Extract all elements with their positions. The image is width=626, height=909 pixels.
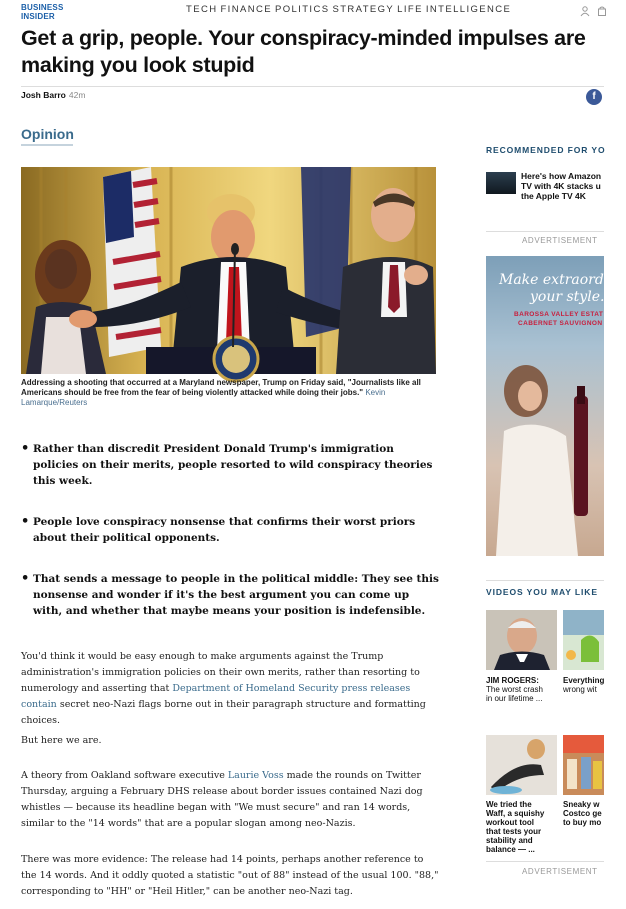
video-title-line: wrong wit	[563, 685, 597, 694]
paragraph-text: You'd think it would be easy enough to make arguments against the Trump administration's immigration policies on their own merits, rather than resorting to numerology and asserting that	[21, 651, 420, 694]
body-paragraph: There was more evidence: The release had 14 points, perhaps another reference to the 14 words. And it oddly quoted a statistic "out of 88" instead of the usual 100. "88," corresponding to "HH" or "Heil Hitler," can be another neo-Nazi tag.	[21, 854, 439, 897]
recommended-link[interactable]: Here's how Amazon TV with 4K stacks u the Apple TV 4K	[521, 171, 602, 201]
caption-credit: Kevin Lamarque/Reuters	[21, 388, 386, 407]
video-title-line: to buy mo	[563, 818, 602, 827]
body-paragraph: But here we are.	[21, 735, 102, 746]
divider	[486, 861, 604, 862]
body-paragraph	[21, 768, 441, 832]
facebook-icon[interactable]: f	[586, 89, 602, 105]
recommended-heading: RECOMMENDED FOR YO	[486, 145, 606, 155]
advertisement-label: ADVERTISEMENT	[522, 236, 598, 245]
ad-headline: Make extraordina	[499, 272, 626, 288]
video-thumbnail[interactable]	[486, 735, 557, 795]
nav-intelligence[interactable]: INTELLIGENCE	[425, 4, 512, 15]
video-thumbnail[interactable]	[563, 610, 604, 670]
ad-brand: BAROSSA VALLEY ESTAT	[514, 311, 604, 318]
section-underline	[21, 144, 73, 146]
paragraph-text: A theory from Oakland software executive	[21, 770, 228, 781]
logo-line2: INSIDER	[21, 12, 55, 21]
summary-bullet: • Rather than discredit President Donald Trump's immigration policies on their merits, people resorted to wild conspiracy theories this week.	[21, 441, 441, 489]
hero-image	[21, 167, 436, 374]
logo-line1: BUSINESS	[21, 3, 64, 12]
video-title: We tried the	[486, 800, 532, 809]
divider	[21, 86, 604, 87]
video-title-line: stability and	[486, 836, 533, 845]
paragraph-text: made the rounds on Twitter Thursday, arguing a February DHS release about border issues contained Nazi dog whistles — because its headline began with "We must secure" and ran 14 words, similar to the "14 words" that are a popular slogan among neo-Nazis.	[21, 770, 423, 829]
nav-life[interactable]: LIFE	[397, 4, 423, 15]
divider	[486, 231, 604, 232]
site-logo[interactable]	[21, 3, 69, 21]
paragraph-text: secret neo-Nazi flags borne out in their paragraph structure and formatting choices.	[21, 699, 426, 726]
byline	[21, 90, 85, 100]
user-icon[interactable]	[580, 6, 590, 16]
summary-bullet: • That sends a message to people in the political middle: They see this nonsense and wonder if it's the best argument you can come up with, and whether that maybe means your position is indefensible.	[21, 571, 441, 619]
summary-bullets	[21, 441, 441, 644]
dhs-link[interactable]: Department of Homeland Security press releases contain	[21, 683, 411, 710]
video-caption[interactable]	[486, 800, 558, 854]
nav-politics[interactable]: POLITICS	[274, 4, 330, 15]
headline: Get a grip, people. Your conspiracy-minded impulses are making you look stupid	[21, 26, 586, 77]
video-title-line: in our lifetime ...	[486, 694, 543, 703]
videos-heading: VIDEOS YOU MAY LIKE	[486, 587, 598, 597]
video-title-line: Waff, a squishy	[486, 809, 545, 818]
video-caption[interactable]	[563, 676, 604, 694]
cart-icon[interactable]	[598, 6, 606, 16]
video-title-line: that tests your	[486, 827, 542, 836]
video-title-line: Costco ge	[563, 809, 602, 818]
main-nav	[186, 4, 514, 15]
nav-tech[interactable]: TECH	[186, 4, 218, 15]
video-caption[interactable]	[486, 676, 558, 703]
laurie-voss-link[interactable]: Laurie Voss	[227, 770, 284, 781]
nav-finance[interactable]: FINANCE	[220, 4, 272, 15]
video-title-line: balance — ...	[486, 845, 535, 854]
publish-time: 42m	[68, 90, 86, 100]
summary-bullet: • People love conspiracy nonsense that confirms their worst priors about their political opponents.	[21, 514, 441, 546]
author-name[interactable]: Josh Barro	[21, 90, 66, 100]
nav-strategy[interactable]: STRATEGY	[332, 4, 395, 15]
section-label[interactable]: Opinion	[21, 126, 74, 142]
caption-text: Addressing a shooting that occurred at a Maryland newspaper, Trump on Friday said, "Journalists like all Americans should be free from the fear of being violently attacked while doing their jobs."	[21, 378, 421, 397]
video-caption[interactable]	[563, 800, 604, 827]
video-title-line: The worst crash	[486, 685, 543, 694]
video-thumbnail[interactable]	[563, 735, 604, 795]
video-thumbnail[interactable]	[486, 610, 557, 670]
ad-brand: CABERNET SAUVIGNON	[518, 320, 603, 327]
video-title: JIM ROGERS:	[486, 676, 539, 685]
recommended-thumbnail[interactable]	[486, 172, 516, 194]
video-title-line: workout tool	[486, 818, 534, 827]
ad-headline: your style.	[530, 289, 605, 305]
image-caption	[21, 378, 436, 408]
video-title: Everything	[563, 676, 605, 685]
body-paragraph	[21, 649, 441, 729]
advertisement-label: ADVERTISEMENT	[522, 867, 598, 876]
video-title: Sneaky w	[563, 800, 600, 809]
divider	[486, 580, 604, 581]
